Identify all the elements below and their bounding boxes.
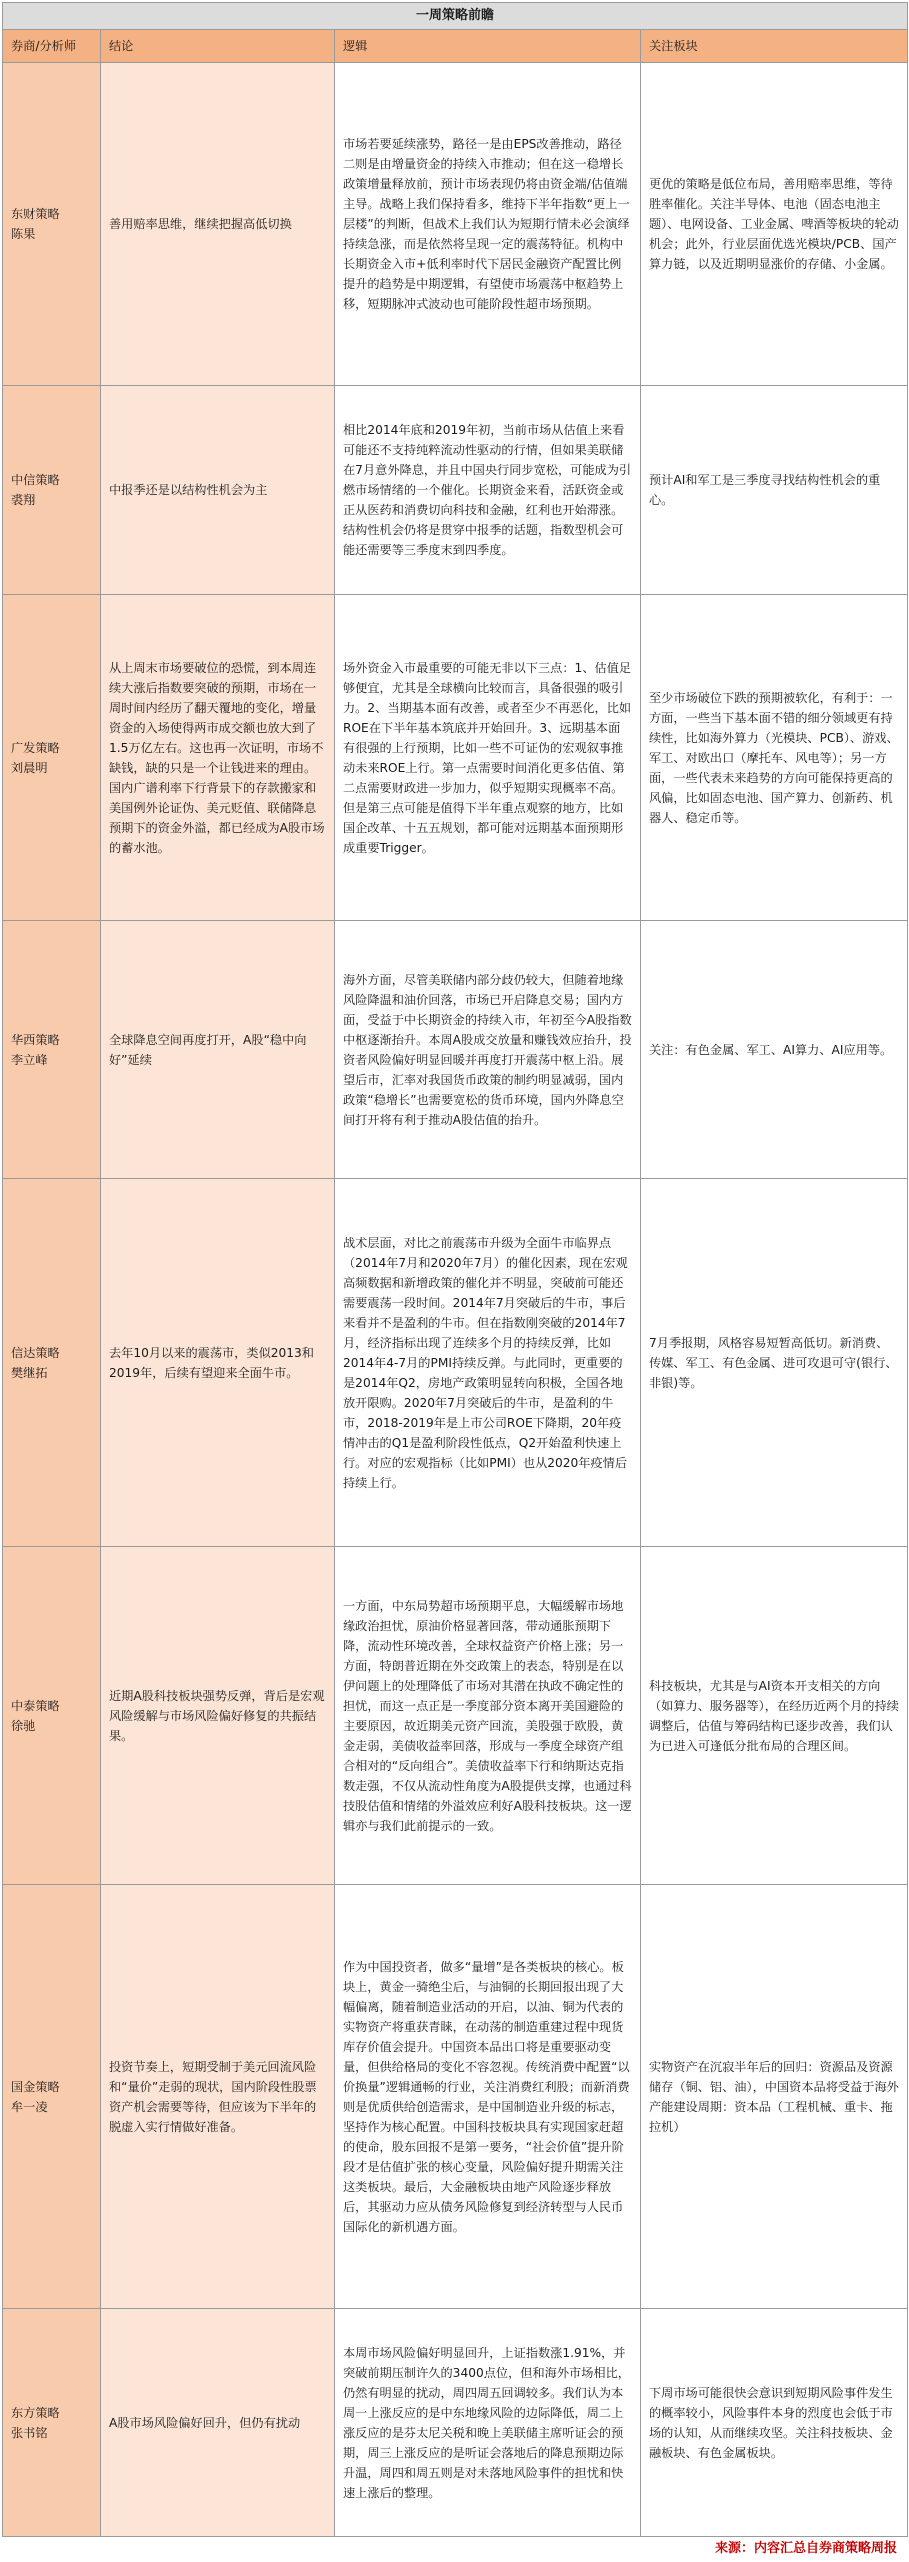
analyst-name: 裘翔 (11, 493, 36, 507)
broker-name: 华西策略 (11, 1032, 60, 1047)
logic-cell: 作为中国投资者，做多“量增”是各类板块的核心。板块上，黄金一骑绝尘后，与油铜的长期回报出现了大幅偏离，随着制造业活动的开启，以油、铜为代表的实物资产将重获青睐，在动荡的制造重建过程中现货库存价值会提升。中国资本品出口将是重要驱动变量，但供给格局的变化不容忽视。传统消费中配置“以价换量”逻辑通畅的行业，关注消费红利股；而新消费则是优质供给创造需求，是中国制造业升级的标志，坚持作为核心配置。中国科技板块具有实现国家赶超的使命，股东回报不是第一要务，“社会价值”提升阶段才是估值扩张的核心变量，风险偏好提升期需关注这类板块。最后，大金融板块由地产风险逐步释放后，其驱动力应从债务风险修复到经济转型与人民币国际化的新机遇方面。 (335, 1885, 641, 2309)
focus-cell: 科技板块，尤其是与AI资本开支相关的方向（如算力、服务器等），在经历近两个月的持续调整后，估值与筹码结构已逐步改善，我们认为已进入可逢低分批布局的合理区间。 (641, 1547, 908, 1885)
analyst-name: 刘晨明 (11, 760, 48, 775)
header-conclusion: 结论 (101, 30, 335, 63)
broker-name: 东财策略 (11, 207, 60, 221)
source-note: 来源：内容汇总自券商策略周报 (714, 2541, 897, 2556)
focus-cell: 下周市场可能很快会意识到短期风险事件发生的概率较小，风险事件本身的烈度也会低于市场的认知，从而继续攻坚。关注科技板块、金融板块、有色金属板块。 (641, 2309, 908, 2537)
conclusion-cell: 中报季还是以结构性机会为主 (101, 386, 335, 595)
analyst-name: 樊继拓 (11, 1365, 48, 1380)
analyst-name: 陈果 (11, 227, 36, 241)
logic-cell: 场外资金入市最重要的可能无非以下三点：1、估值足够便宜，尤其是全球横向比较而言，具备很强的吸引力。2、当期基本面有改善，或者至少不再恶化，比如ROE在下半年基本筑底并开始回升。3、远期基本面有很强的上行预期，比如一些不可证伪的宏观叙事推动未来ROE上行。第一点需要时间消化更多估值、第二点需要财政进一步加力，似乎短期实现概率不高。但是第三点可能是值得下半年重点观察的地方，比如国企改革、十五五规划，都可能对远期基本面预期形成重要Trigger。 (335, 595, 641, 921)
focus-cell: 预计AI和军工是三季度寻找结构性机会的重心。 (641, 386, 908, 595)
conclusion-cell: 善用赔率思维，继续把握高低切换 (101, 63, 335, 386)
conclusion-cell: 去年10月以来的震荡市，类似2013和2019年，后续有望迎来全面牛市。 (101, 1179, 335, 1547)
focus-cell: 7月季报期，风格容易短暂高低切。新消费、传媒、军工、有色金属、进可攻退可守(银行、非银)等。 (641, 1179, 908, 1547)
analyst-name: 李立峰 (11, 1052, 48, 1067)
broker-cell (3, 63, 101, 386)
logic-cell: 战术层面，对比之前震荡市升级为全面牛市临界点（2014年7月和2020年7月）的催化因素，现在宏观高频数据和新增政策的催化并不明显，突破前可能还需要震荡一段时间。2014年7月突破后的牛市，事后来看并不是盈利的牛市。但在指数刚突破的2014年7月，经济指标出现了连续多个月的持续反弹，比如2014年4-7月的PMI持续反弹。与此同时，更重要的是2014年Q2，房地产政策明显转向积极，全国各地放开限购。2020年7月突破后的牛市，是盈利的牛市，2018-2019年是上市公司ROE下降期，20年疫情冲击的Q1是盈利阶段性低点，Q2开始盈利快速上行。对应的宏观指标（比如PMI）也从2020年疫情后持续上行。 (335, 1179, 641, 1547)
broker-cell (3, 595, 101, 921)
focus-cell: 至少市场破位下跌的预期被软化，有利于：一方面，一些当下基本面不错的细分领域更有持续性，比如海外算力（光模块、PCB）、游戏、军工、对欧出口（摩托车、风电等）；另一方面，一些代表未来趋势的方向可能保持更高的风偏，比如固态电池、国产算力、创新药、机器人、稳定币等。 (641, 595, 908, 921)
broker-name: 东方策略 (11, 2405, 60, 2420)
conclusion-cell: 近期A股科技板块强势反弹，背后是宏观风险缓解与市场风险偏好修复的共振结果。 (101, 1547, 335, 1885)
broker-name: 中信策略 (11, 473, 60, 487)
table-row (3, 2309, 908, 2537)
strategy-table (2, 2, 908, 2537)
logic-cell: 一方面，中东局势超市场预期平息，大幅缓解市场地缘政治担忧，原油价格显著回落，带动通胀预期下降，流动性环境改善，全球权益资产价格上涨；另一方面，特朗普近期在外交政策上的表态，特别是在以伊问题上的处理降低了市场对其潜在执政不确定性的担忧，而这一点正是一季度部分资本离开美国避险的主要原因，故近期美元资产回流，美股强于欧股，黄金走弱，美债收益率回落，形成与一季度全球资产组合相对的“反向组合”。美债收益率下行和纳斯达克指数走强，不仅从流动性角度为A股提供支撑，也通过科技股估值和情绪的外溢效应利好A股科技板块。这一逻辑亦与我们此前提示的一致。 (335, 1547, 641, 1885)
table-row (3, 921, 908, 1179)
header-focus: 关注板块 (641, 30, 908, 63)
table-row (3, 1885, 908, 2309)
conclusion-cell: 投资节奏上，短期受制于美元回流风险和“量价”走弱的现状，国内阶段性股票资产机会需要等待，但应该为下半年的脱虚入实行情做好准备。 (101, 1885, 335, 2309)
broker-name: 信达策略 (11, 1345, 60, 1360)
logic-cell: 海外方面，尽管美联储内部分歧仍较大，但随着地缘风险降温和油价回落，市场已开启降息交易；国内方面，受益于中长期资金的持续入市，年初至今A股指数中枢逐渐抬升。本周A股成交放量和赚钱效应抬升，投资者风险偏好明显回暖并再度打开震荡中枢上沿。展望后市，汇率对我国货币政策的制约明显减弱，国内政策“稳增长”也需要宽松的货币环境，国内外降息空间打开将有利于推动A股估值的抬升。 (335, 921, 641, 1179)
logic-cell: 相比2014年底和2019年初，当前市场从估值上来看可能还不支持纯粹流动性驱动的行情，但如果美联储在7月意外降息，并且中国央行同步宽松，可能成为引燃市场情绪的一个催化。长期资金来看，活跃资金或正从医药和消费切向科技和金融，红利也开始滞涨。结构性机会仍将是贯穿中报季的话题，指数型机会可能还需要等三季度末到四季度。 (335, 386, 641, 595)
broker-name: 中泰策略 (11, 1698, 60, 1713)
broker-name: 国金策略 (11, 2079, 60, 2094)
broker-name: 广发策略 (11, 740, 60, 755)
title-row (3, 3, 908, 30)
logic-cell: 本周市场风险偏好明显回升，上证指数涨1.91%，并突破前期压制许久的3400点位，但和海外市场相比，仍然有明显的扰动，周四周五回调较多。我们认为本周一上涨反应的是中东地缘风险的边际降低，周二上涨反应的是芬太尼关税和晚上美联储主席听证会的预期，周三上涨反应的是听证会落地后的降息预期边际升温，周四和周五则是对未落地风险事件的担忧和快速上涨后的整理。 (335, 2309, 641, 2537)
broker-cell (3, 1179, 101, 1547)
table-title: 一周策略前瞻 (3, 3, 908, 30)
broker-cell (3, 386, 101, 595)
broker-cell (3, 1885, 101, 2309)
broker-cell (3, 2309, 101, 2537)
header-row (3, 30, 908, 63)
table-row (3, 1179, 908, 1547)
header-logic: 逻辑 (335, 30, 641, 63)
focus-cell: 更优的策略是低位布局，善用赔率思维，等待胜率催化。关注半导体、电池（固态电池主题）、电网设备、工业金属、啤酒等板块的轮动机会；此外，行业层面优选光模块/PCB、国产算力链，以及近期明显涨价的存储、小金属。 (641, 63, 908, 386)
table-row (3, 63, 908, 386)
conclusion-cell: A股市场风险偏好回升，但仍有扰动 (101, 2309, 335, 2537)
broker-cell (3, 1547, 101, 1885)
analyst-name: 牟一凌 (11, 2099, 48, 2114)
table-row (3, 386, 908, 595)
logic-cell: 市场若要延续涨势，路径一是由EPS改善推动，路径二则是由增量资金的持续入市推动；但在这一稳增长政策增量释放前，预计市场表现仍将由资金端/估值端主导。战略上我们保持看多，维持下半年指数“更上一层楼”的判断，但战术上我们认为短期行情未必会演绎持续急涨，而是依然将呈现一定的震荡特征。机构中长期资金入市+低利率时代下居民金融资产配置比例提升的趋势是中期逻辑，有望使市场震荡中枢趋势上移，短期脉冲式波动也可能阶段性超市场预期。 (335, 63, 641, 386)
conclusion-cell: 从上周末市场要破位的恐慌，到本周连续大涨后指数要突破的预期，市场在一周时间内经历了翻天覆地的变化，增量资金的入场使得两市成交额也放大到了1.5万亿左右。这也再一次证明，市场不缺钱，缺的只是一个让钱进来的理由。国内广谱利率下行背景下的存款搬家和美国例外论证伪、美元贬值、联储降息预期下的资金外溢，都已经成为A股市场的蓄水池。 (101, 595, 335, 921)
table-row (3, 1547, 908, 1885)
analyst-name: 徐驰 (11, 1718, 36, 1733)
table-row (3, 595, 908, 921)
analyst-name: 张书铭 (11, 2425, 48, 2440)
header-broker: 券商/分析师 (3, 30, 101, 63)
conclusion-cell: 全球降息空间再度打开，A股“稳中向好”延续 (101, 921, 335, 1179)
focus-cell: 实物资产在沉寂半年后的回归：资源品及资源储存（铜、铝、油），中国资本品将受益于海外产能建设周期：资本品（工程机械、重卡、拖拉机） (641, 1885, 908, 2309)
broker-cell (3, 921, 101, 1179)
focus-cell: 关注：有色金属、军工、AI算力、AI应用等。 (641, 921, 908, 1179)
